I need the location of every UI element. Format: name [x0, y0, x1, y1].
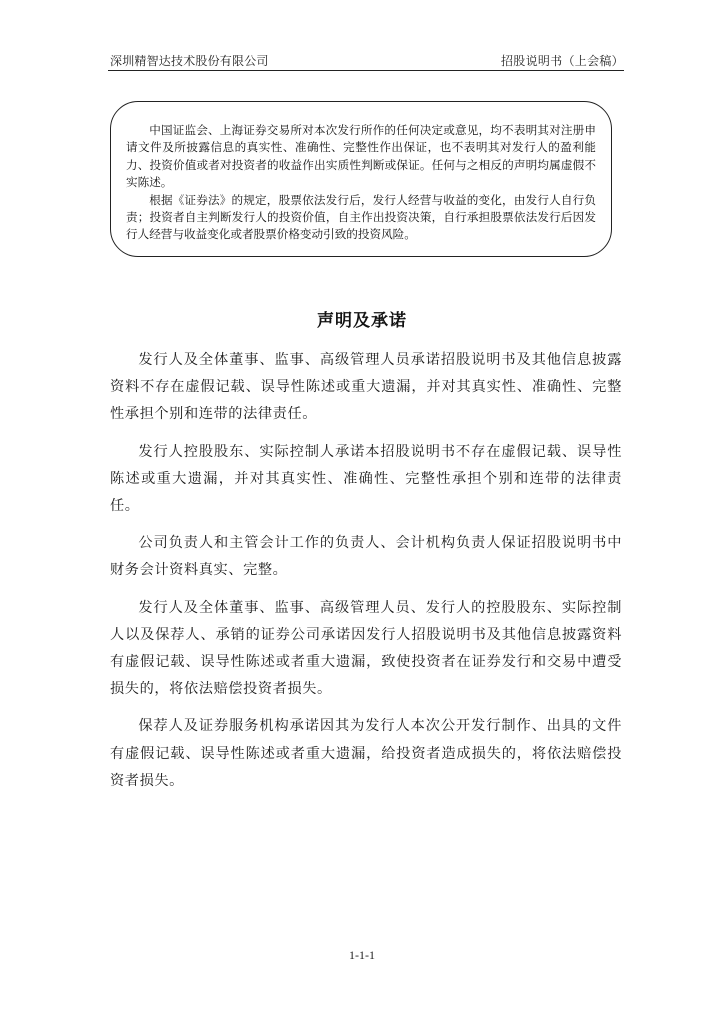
page-number: 1-1-1: [349, 948, 375, 962]
declaration-paragraph-1: 发行人及全体董事、监事、高级管理人员承诺招股说明书及其他信息披露资料不存在虚假记载、误导性陈述或重大遗漏，并对其真实性、准确性、完整性承担个别和连带的法律责任。: [110, 352, 622, 423]
declaration-paragraph-4: 发行人及全体董事、监事、高级管理人员、发行人的控股股东、实际控制人以及保荐人、承销的证券公司承诺因发行人招股说明书及其他信息披露资料有虚假记载、误导性陈述或者重大遗漏，致使投资者在证券发行和交易中遭受损失的，将依法赔偿投资者损失。: [110, 599, 622, 698]
declaration-paragraph-3: 公司负责人和主管会计工作的负责人、会计机构负责人保证招股说明书中财务会计资料真实、完整。: [110, 535, 622, 579]
declaration-paragraph-2: 发行人控股股东、实际控制人承诺本招股说明书不存在虚假记载、误导性陈述或重大遗漏，并对其真实性、准确性、完整性承担个别和连带的法律责任。: [110, 443, 622, 515]
section-title: 声明及承诺: [317, 311, 407, 331]
declaration-body: [110, 347, 622, 805]
declaration-paragraph-5: 保荐人及证券服务机构承诺因其为发行人本次公开发行制作、出具的文件有虚假记载、误导性陈述或者重大遗漏，给投资者造成损失的，将依法赔偿投资者损失。: [110, 718, 622, 789]
header-company-name: 深圳精智达技术股份有限公司: [110, 54, 269, 68]
header-document-title: 招股说明书（上会稿）: [500, 54, 624, 68]
notice-paragraph-1: 中国证监会、上海证券交易所对本次发行所作的任何决定或意见，均不表明其对注册申请文件及所披露信息的真实性、准确性、完整性作出保证，也不表明其对发行人的盈利能力、投资价值或者对投资者的收益作出实质性判断或保证。任何与之相反的声明均属虚假不实陈述。: [126, 123, 596, 190]
regulatory-notice-box: [110, 101, 612, 257]
page-header: [108, 50, 624, 71]
notice-paragraph-2: 根据《证券法》的规定，股票依法发行后，发行人经营与收益的变化，由发行人自行负责；投资者自主判断发行人的投资价值，自主作出投资决策，自行承担股票依法发行后因发行人经营与收益变化或者股票价格变动引致的投资风险。: [126, 192, 596, 242]
